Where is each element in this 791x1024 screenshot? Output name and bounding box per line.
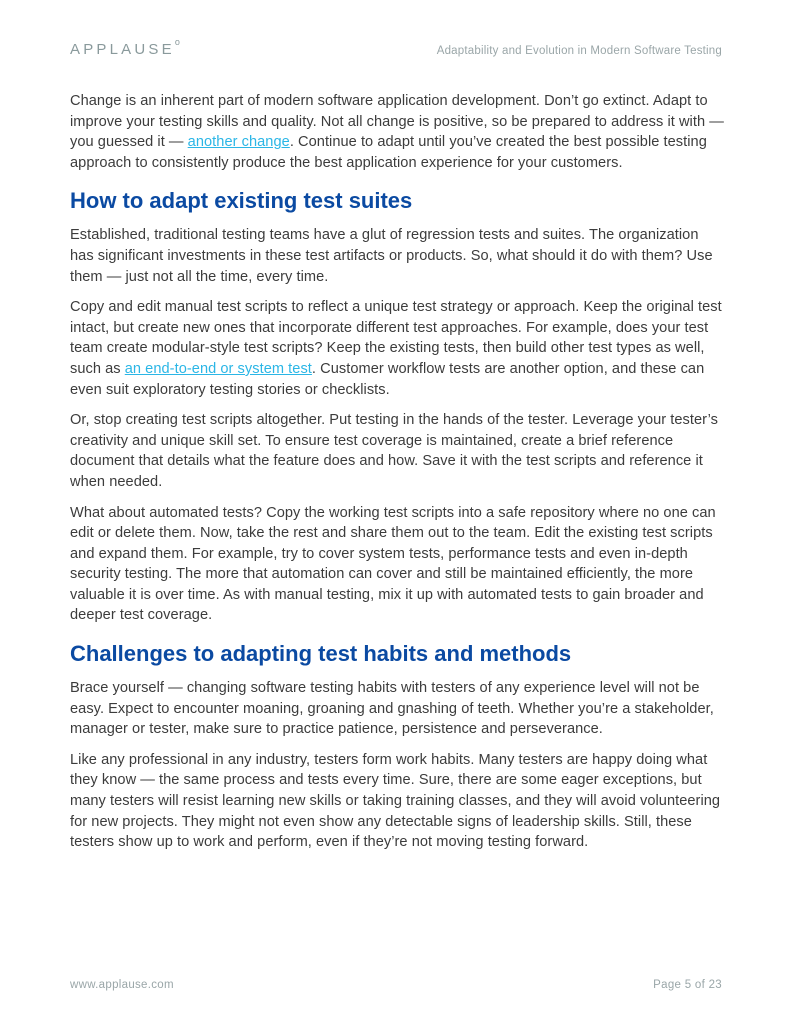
another-change-link[interactable]: another change [187,134,290,151]
paragraph: Like any professional in any industry, testers form work habits. Many testers are happy doing what they know — the same process and tests every time. Sure, there are some eager exceptions, but many testers will resist learning new skills or taking training classes, and they will avoid volunteering for new projects. They might not even show any detectable signs of leadership skills. Still, these testers show up to work and perform, even if they’re not moving testing forward. [70,751,721,851]
paragraph: Established, traditional testing teams have a glut of regression tests and suites. The organization has significant investments in these test artifacts or products. So, what should it do with them? Use them — just not all the time, every time. [70,227,713,285]
paragraph [70,297,726,400]
text: Copy and edit manual test scripts to reflect a unique test strategy or approach. Keep the original test intact, but create new ones that incorporate different test approaches. For example, does your test team create modular-style test scripts? Keep the existing tests, then build other test types as well, such as [70,299,722,377]
section-heading-challenges: Challenges to adapting test habits and methods [70,641,572,667]
intro-paragraph [70,91,726,173]
applause-logo [70,37,180,58]
paragraph: Or, stop creating test scripts altogether. Put testing in the hands of the tester. Leverage your tester’s creativity and unique skill set. To ensure test coverage is maintained, create a brief reference document that details what the feature does and how. Save it with the test scripts and reference it when needed. [70,412,719,490]
text: Change is an inherent part of modern software application development. Don’t go extinct. Adapt to improve your testing skills and quality. Not all change is positive, so be prepared to address it with — you guessed it — [70,93,724,151]
section-heading-adapt-test-suites: How to adapt existing test suites [70,188,413,214]
paragraph: What about automated tests? Copy the working test scripts into a safe repository where no one can edit or delete them. Now, take the rest and share them out to the team. Edit the existing test scripts and expand them. For example, try to cover system tests, performance tests and even in-depth security testing. The more that automation can cover and still be maintained efficiently, the more valuable it is over time. As with manual testing, mix it up with automated tests to gain broader and deeper test coverage. [70,504,716,624]
paragraph: Brace yourself — changing software testing habits with testers of any experience level will not be easy. Expect to encounter moaning, groaning and gnashing of teeth. Whether you’re a stakeholder, manager or tester, make sure to practice patience, persistence and perseverance. [70,680,714,738]
logo-mark: o [174,37,180,47]
page-content [70,91,726,863]
page-number: Page 5 of 23 [653,979,722,991]
text: . Continue to adapt until you’ve created the best possible testing approach to consistently produce the best application experience for your customers. [70,134,707,171]
footer-website-link[interactable]: www.applause.com [70,979,174,991]
end-to-end-test-link[interactable]: an end-to-end or system test [124,360,312,377]
document-title: Adaptability and Evolution in Modern Software Testing [436,45,722,57]
text: . Customer workflow tests are another option, and these can even suit exploratory testing stories or checklists. [70,360,705,398]
logo-text: APPLAUSE [70,41,175,58]
